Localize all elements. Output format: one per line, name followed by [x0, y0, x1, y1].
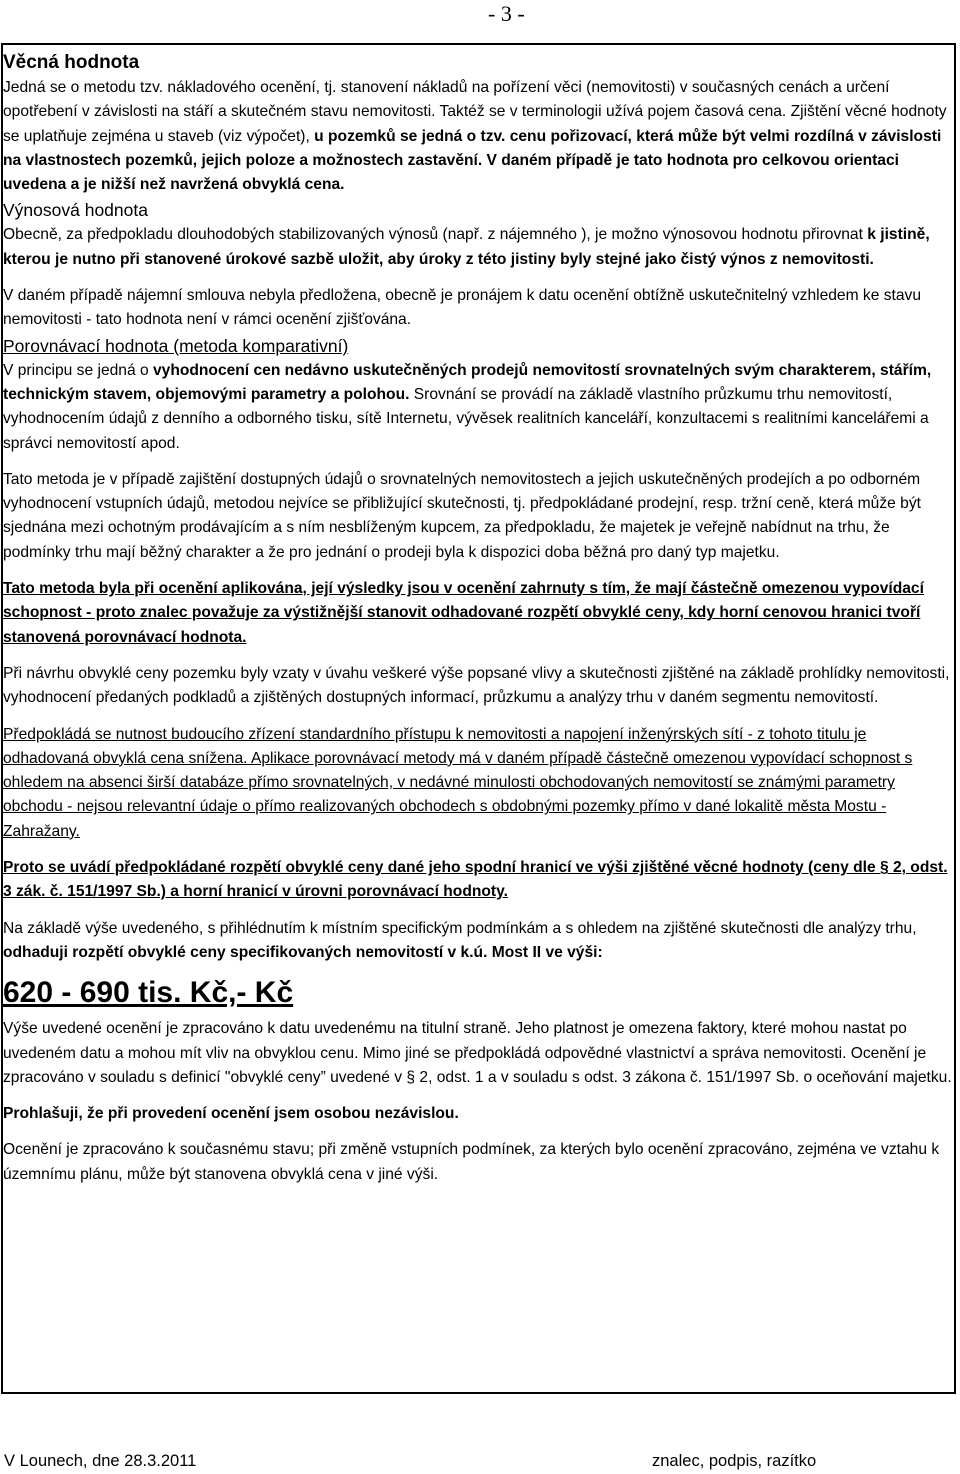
- page-number: - 3 -: [488, 1, 525, 26]
- paragraph-porovnavaci-5: Předpokládá se nutnost budoucího zřízení standardního přístupu k nemovitosti a napojení inženýrských sítí - z tohoto titulu je odhadovaná obvyklá cena snížena. Aplikace porovnávací metody má v daném případě částečně omezenou vypovídací schopnost s ohledem na absenci širší databáze přímo srovnatelných, v nedávné minulosti obchodovaných nemovitostí se známými parametry obchodu - nejsou relevantní údaje o přímo realizovaných obchodech s obdobnými pozemky přímo v dané lokalitě města Mostu - Zahražany.: [3, 725, 913, 840]
- paragraph-vynosova-1: [3, 223, 953, 272]
- section-heading-vynosova: Výnosová hodnota: [3, 200, 148, 221]
- paragraph-porovnavaci-1-bold: vyhodnocení cen nedávno uskutečněných prodejů nemovitostí srovnatelných svým charakterem, stářím, technickým stavem, objemovými parametry a polohou.: [3, 361, 932, 403]
- paragraph-porovnavaci-4: Při návrhu obvyklé ceny pozemku byly vzaty v úvahu veškeré výše popsané vlivy a skutečnosti zjištěné na základě prohlídky nemovitosti, vyhodnocení předaných podkladů a zjištěných dostupných informací, průzkumu a analýzy trhu v daném segmentu nemovitostí.: [3, 664, 950, 707]
- paragraph-vecna: [3, 76, 953, 197]
- paragraph-porovnavaci-1-tail: Srovnání se provádí na základě vlastního průzkumu trhu nemovitostí, vyhodnocením údajů z denního a odborného tisku, sítě Internetu, vývěsek realitních kanceláří, konzultacemi s realitními kancelářemi a správci nemovitostí apod.: [3, 385, 929, 452]
- paragraph-vecna-text: Jedná se o metodu tzv. nákladového ocenění, tj. stanovení nákladů na pořízení věci (nemovitosti) v současných cenách a určení opotřebení v závislosti na stáří a skutečném stavu nemovitosti. Taktéž se v terminologii užívá pojem časová cena. Zjištění věcné hodnoty se uplatňuje zejména u staveb (viz výpočet),: [3, 79, 947, 145]
- section-heading-vecna: Věcná hodnota: [3, 52, 140, 73]
- paragraph-porovnavaci-7-bold: odhaduji rozpětí obvyklé ceny specifikovaných nemovitostí v k.ú. Most II ve výši:: [3, 943, 603, 961]
- document-body: [3, 50, 953, 1187]
- paragraph-vecna-bold: u pozemků se jedná o tzv. cenu pořizovací, která může být velmi rozdílná v závislosti na vlastnostech pozemků, jejich poloze a možnostech zastavění. V daném případě je tato hodnota pro celkovou orientaci uvedena a je nižší než navržená obvyklá cena.: [3, 127, 942, 194]
- price-range: 620 - 690 tis. Kč,- Kč: [3, 976, 294, 1010]
- section-heading-porovnavaci: Porovnávací hodnota (metoda komparativní): [3, 335, 349, 356]
- paragraph-porovnavaci-6: Proto se uvádí předpokládané rozpětí obvyklé ceny dané jeho spodní hranicí ve výši zjištěné věcné hodnoty (ceny dle § 2, odst. 3 zák. č. 151/1997 Sb.) a horní hranicí v úrovni porovnávací hodnoty.: [3, 859, 948, 901]
- paragraph-porovnavaci-7-text: Na základě výše uvedeného, s přihlédnutím k místním specifickým podmínkám a s ohledem na zjištěné skutečnosti dle analýzy trhu,: [3, 919, 917, 937]
- paragraph-vynosova-1-text: Obecně, za předpokladu dlouhodobých stabilizovaných výnosů (např. z nájemného ), je možno výnosovou hodnotu přirovnat: [3, 226, 868, 244]
- footer-place-date: V Lounech, dne 28.3.2011: [4, 1452, 197, 1470]
- paragraph-vynosova-2: V daném případě nájemní smlouva nebyla předložena, obecně je pronájem k datu ocenění obtížně uskutečnitelný vzhledem ke stavu nemovitosti - tato hodnota není v rámci ocenění zjišťována.: [3, 287, 921, 329]
- paragraph-closing-2: Prohlašuji, že při provedení ocenění jsem osobou nezávislou.: [3, 1105, 459, 1123]
- paragraph-porovnavaci-1-text: V principu se jedná o: [3, 361, 153, 379]
- paragraph-vynosova-1-bold: k jistině, kterou je nutno při stanovené úrokové sazbě uložit, aby úroky z této jistiny byly stejné jako čistý výnos z nemovitosti.: [3, 226, 930, 268]
- paragraph-closing-3: Ocenění je zpracováno k současnému stavu; při změně vstupních podmínek, za kterých bylo ocenění zpracováno, zejména ve vztahu k územnímu plánu, může být stanovena obvyklá cena v jiné výši.: [3, 1141, 940, 1183]
- footer-signature: znalec, podpis, razítko: [652, 1452, 817, 1470]
- paragraph-porovnavaci-3: Tato metoda byla při ocenění aplikována, její výsledky jsou v ocenění zahrnuty s tím, že mají částečně omezenou vypovídací schopnost - proto znalec považuje za výstižnější stanovit odhadované rozpětí obvyklé ceny, kdy horní cenovou hranici tvoří stanovená porovnávací hodnota.: [3, 580, 924, 646]
- paragraph-porovnavaci-1: [3, 359, 953, 456]
- paragraph-porovnavaci-2: Tato metoda je v případě zajištění dostupných údajů o srovnatelných nemovitostech a jejich uskutečněných prodejích a po odborném vyhodnocení vstupních údajů, metodou nejvíce se přibližující skutečnosti, tj. předpokládané prodejní, resp. tržní ceně, která může být sjednána mezi ochotným prodávajícím a s ním nesblíženým kupcem, za předpokladu, že majetek je veřejně nabídnut na trhu, že podmínky trhu mají běžný charakter a že pro jednání o prodeji byla k dispozici doba běžná pro daný typ majetku.: [3, 470, 921, 561]
- paragraph-porovnavaci-7: [3, 917, 953, 966]
- paragraph-closing-1: Výše uvedené ocenění je zpracováno k datu uvedenému na titulní straně. Jeho platnost je omezena faktory, které mohou nastat po uvedeném datu a mohou mít vliv na obvyklou cenu. Mimo jiné se předpokládá odpovědné vlastnictví a správa nemovitosti. Ocenění je zpracováno v souladu s definicí "obvyklé ceny” uvedené v § 2, odst. 1 a v souladu s odst. 3 zákona č. 151/1997 Sb. o oceňování majetku.: [3, 1020, 952, 1086]
